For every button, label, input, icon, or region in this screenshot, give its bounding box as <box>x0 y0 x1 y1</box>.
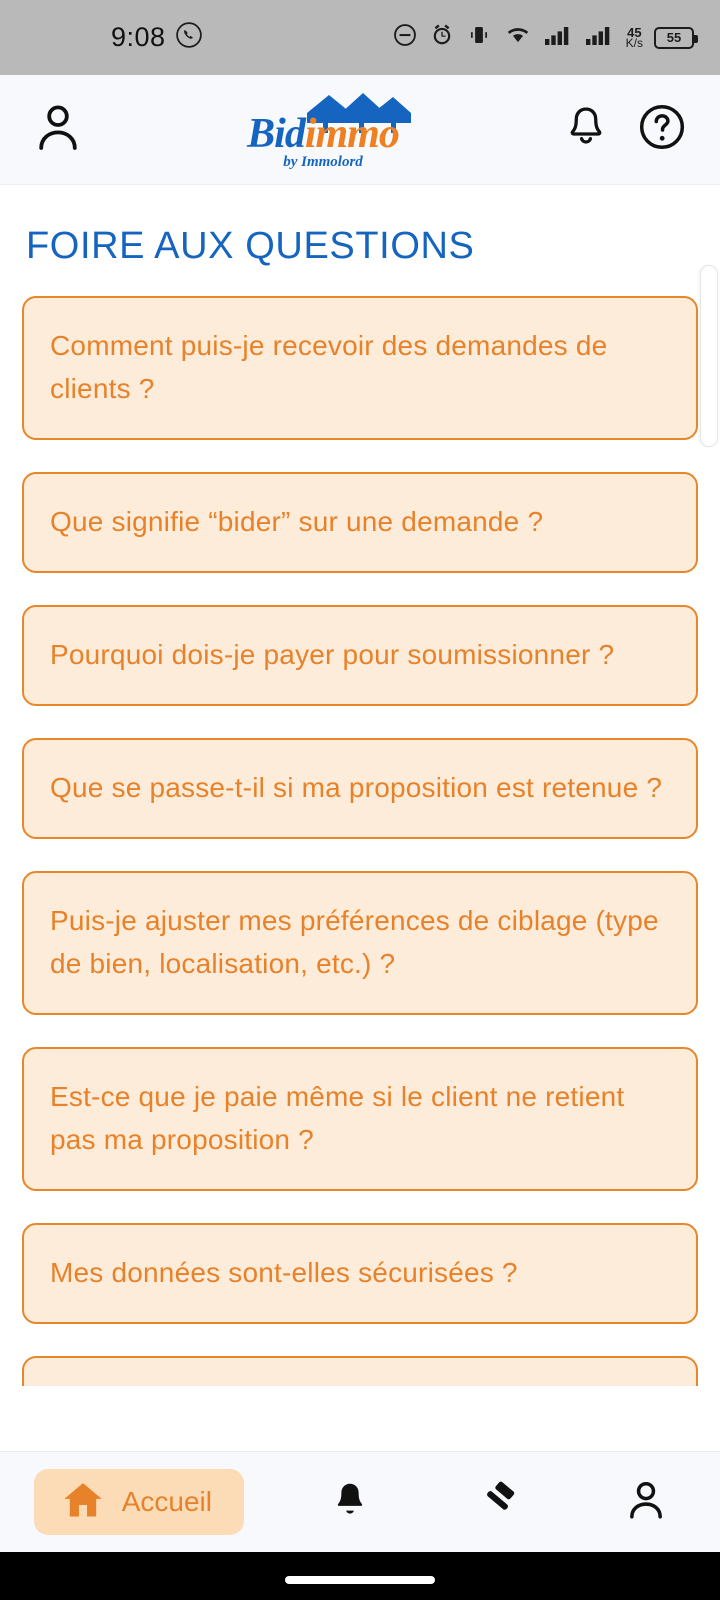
logo-tagline: by Immolord <box>283 153 363 170</box>
app-logo <box>203 87 443 173</box>
status-bar-right <box>392 22 694 53</box>
battery-level: 55 <box>666 30 682 45</box>
nav-item-home-label: Accueil <box>121 1486 212 1517</box>
faq-item[interactable] <box>22 472 698 573</box>
faq-item[interactable] <box>22 605 698 706</box>
app-header-actions <box>564 103 686 156</box>
whatsapp-icon <box>175 21 203 54</box>
faq-scroll-area[interactable] <box>0 185 720 1452</box>
faq-question: Mes données sont-elles sécurisées ? <box>50 1257 518 1288</box>
faq-question: Est-ce que je paie même si le client ne retient pas ma proposition ? <box>50 1081 625 1155</box>
signal-bars-icon <box>544 22 574 53</box>
nav-item-home[interactable] <box>34 1469 244 1535</box>
status-bar-left <box>111 21 203 54</box>
page-title: FOIRE AUX QUESTIONS <box>26 225 475 267</box>
faq-item[interactable] <box>22 871 698 1015</box>
logo-word-immo: immo <box>304 110 399 157</box>
gavel-icon <box>475 1478 521 1527</box>
faq-item[interactable] <box>22 1356 698 1386</box>
wifi-icon <box>503 22 533 53</box>
home-icon <box>60 1478 106 1527</box>
gesture-pill[interactable] <box>285 1576 435 1584</box>
faq-question: Que signifie “bider” sur une demande ? <box>50 506 544 537</box>
status-clock: 9:08 <box>111 22 166 52</box>
nav-item-notifications[interactable] <box>311 1469 389 1535</box>
battery-indicator <box>654 27 694 49</box>
logo-word-bid: Bid <box>247 110 305 157</box>
bell-icon <box>329 1478 371 1527</box>
faq-question: Que se passe-t-il si ma proposition est retenue ? <box>50 772 663 803</box>
signal-bars-icon <box>585 22 615 53</box>
network-speed <box>625 24 643 50</box>
faq-question: Comment puis-je recevoir des demandes de clients ? <box>50 330 608 404</box>
network-speed-unit: K/s <box>625 35 643 50</box>
status-bar <box>0 0 720 75</box>
faq-question: Pourquoi dois-je payer pour soumissionner ? <box>50 639 615 670</box>
nav-item-profile[interactable] <box>606 1469 686 1535</box>
nav-item-auctions[interactable] <box>457 1469 539 1535</box>
bell-icon[interactable] <box>564 103 608 156</box>
bottom-navigation <box>0 1451 720 1552</box>
network-speed-value: 45 <box>627 24 642 40</box>
faq-item[interactable] <box>22 1047 698 1191</box>
faq-item[interactable] <box>22 738 698 839</box>
question-mark-circle-icon[interactable] <box>638 103 686 156</box>
app-header <box>0 75 720 185</box>
faq-item[interactable] <box>22 1223 698 1324</box>
person-icon <box>624 1477 668 1528</box>
profile-icon[interactable] <box>34 101 82 158</box>
faq-question: Puis-je ajuster mes préférences de ciblage (type de bien, localisation, etc.) ? <box>50 905 659 979</box>
system-gesture-bar <box>0 1552 720 1600</box>
logo-wordmark <box>247 112 399 156</box>
vertical-scrollbar[interactable] <box>700 265 718 447</box>
do-not-disturb-icon <box>392 22 418 53</box>
vibrate-mode-icon <box>466 22 492 53</box>
alarm-clock-icon <box>429 22 455 53</box>
faq-item[interactable] <box>22 296 698 440</box>
